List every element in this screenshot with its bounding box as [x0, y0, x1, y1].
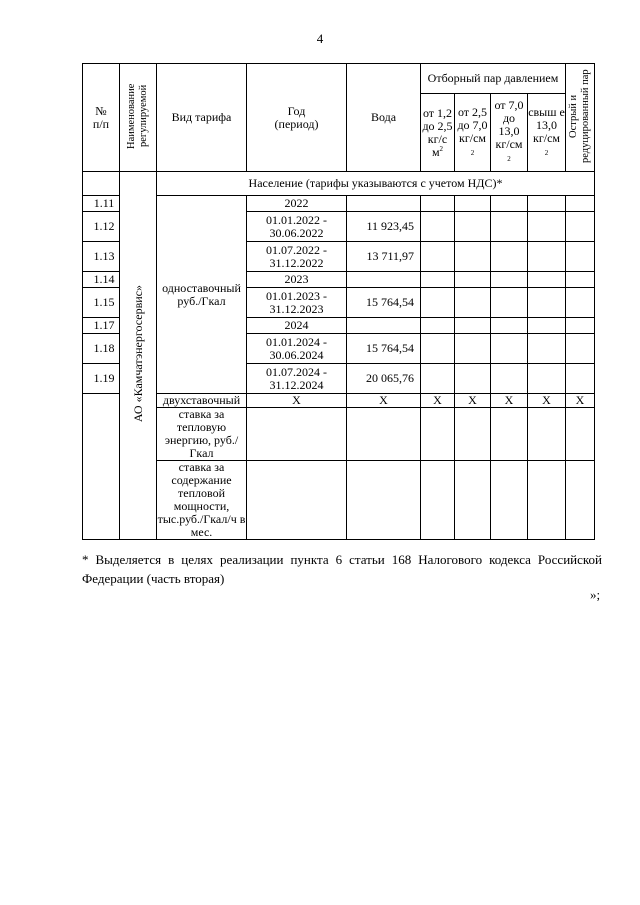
row-period: 2022: [247, 196, 347, 212]
header-tariff-type: Вид тарифа: [157, 64, 247, 172]
cell-empty: [455, 212, 491, 242]
row-num: 1.19: [83, 364, 120, 394]
cell-empty: [421, 318, 455, 334]
cell-empty: [83, 172, 120, 196]
cell-empty: [421, 461, 455, 540]
cell-empty: [566, 242, 595, 272]
cell-empty: [528, 364, 566, 394]
cell-empty: [566, 461, 595, 540]
cell-empty: [421, 334, 455, 364]
x-mark: X: [566, 394, 595, 408]
cell-empty: [421, 272, 455, 288]
header-water: Вода: [347, 64, 421, 172]
cell-empty: [455, 242, 491, 272]
tariff-table: [82, 63, 595, 540]
cell-empty: [421, 408, 455, 461]
row-num: 1.18: [83, 334, 120, 364]
cell-empty: [247, 461, 347, 540]
row-num: 1.15: [83, 288, 120, 318]
header-num: № п/п: [83, 64, 120, 172]
row-period: 2023: [247, 272, 347, 288]
x-mark: X: [347, 394, 421, 408]
x-mark: X: [491, 394, 528, 408]
cell-empty: [528, 272, 566, 288]
row-num: 1.13: [83, 242, 120, 272]
row-period: 01.07.2024 - 31.12.2024: [247, 364, 347, 394]
cell-empty: [247, 408, 347, 461]
cell-empty: [491, 461, 528, 540]
header-p2: от 2,5 до 7,0 кг/см 2: [455, 94, 491, 172]
header-steam-group: Отборный пар давлением: [421, 64, 566, 94]
cell-empty: [528, 408, 566, 461]
cell-empty: [566, 408, 595, 461]
header-p3: от 7,0 до 13,0 кг/см 2: [491, 94, 528, 172]
rate-capacity-label: ставка за содержание тепловой мощности, тыс.руб./Гкал/ч в мес.: [157, 460, 246, 539]
cell-empty: [528, 318, 566, 334]
row-period: 01.01.2022 - 30.06.2022: [247, 212, 347, 242]
header-sharp-steam: Острый и редуцированный пар: [566, 64, 595, 172]
cell-empty: [421, 364, 455, 394]
row-period: 01.07.2022 - 31.12.2022: [247, 242, 347, 272]
cell-empty: [566, 334, 595, 364]
cell-empty: [491, 272, 528, 288]
cell-empty: [491, 196, 528, 212]
row-water: 15 764,54: [347, 334, 421, 364]
cell-empty: [491, 288, 528, 318]
cell-empty: [528, 288, 566, 318]
cell-empty: [421, 212, 455, 242]
cell-empty: [528, 212, 566, 242]
cell-empty: [566, 318, 595, 334]
cell-empty: [566, 272, 595, 288]
header-year: Год (период): [247, 64, 347, 172]
cell-empty: [455, 334, 491, 364]
cell-empty: [528, 461, 566, 540]
cell-empty: [566, 288, 595, 318]
cell-empty: [83, 394, 120, 540]
row-water: 15 764,54: [347, 288, 421, 318]
cell-empty: [528, 334, 566, 364]
row-water: 11 923,45: [347, 212, 421, 242]
row-num: 1.14: [83, 272, 120, 288]
two-part-label: двухставочный: [157, 394, 247, 408]
cell-empty: [455, 288, 491, 318]
cell-empty: [455, 318, 491, 334]
cell-empty: [421, 288, 455, 318]
cell-empty: [566, 212, 595, 242]
org-cell: АО «Камчатэнергосервис»: [120, 172, 157, 540]
header-org-name: Наименование регулируемой: [120, 64, 157, 172]
header-p1: от 1,2 до 2,5 кг/с $м^2$: [421, 94, 455, 172]
x-mark: X: [421, 394, 455, 408]
cell-empty: [455, 364, 491, 394]
row-num: 1.17: [83, 318, 120, 334]
cell-empty: [455, 461, 491, 540]
one-part-label: одноставочный руб./Гкал: [157, 196, 247, 394]
row-water: [347, 196, 421, 212]
closing-quote: »;: [590, 587, 601, 602]
x-mark: X: [455, 394, 491, 408]
cell-empty: [491, 334, 528, 364]
cell-empty: [421, 196, 455, 212]
cell-empty: [491, 408, 528, 461]
cell-empty: [347, 461, 421, 540]
row-water: [347, 318, 421, 334]
page-number: 4: [316, 31, 324, 46]
cell-empty: [347, 408, 421, 461]
row-num: 1.12: [83, 212, 120, 242]
cell-empty: [566, 196, 595, 212]
rate-heat-label: ставка за тепловую энергию, руб./Гкал: [157, 408, 247, 461]
cell-empty: [528, 242, 566, 272]
x-mark: X: [247, 394, 347, 408]
cell-empty: [455, 272, 491, 288]
row-period: 01.01.2024 - 30.06.2024: [247, 334, 347, 364]
row-water: [347, 272, 421, 288]
row-num: 1.11: [83, 196, 120, 212]
cell-empty: [491, 242, 528, 272]
cell-empty: [491, 318, 528, 334]
row-period: 2024: [247, 318, 347, 334]
cell-empty: [491, 212, 528, 242]
section-caption: Население (тарифы указываются с учетом НДС)*: [157, 172, 595, 196]
row-period: 01.01.2023 - 31.12.2023: [247, 288, 347, 318]
cell-empty: [566, 364, 595, 394]
row-water: 13 711,97: [347, 242, 421, 272]
row-water: 20 065,76: [347, 364, 421, 394]
cell-empty: [455, 408, 491, 461]
cell-empty: [421, 242, 455, 272]
cell-empty: [528, 196, 566, 212]
footnote: * Выделяется в целях реализации пункта 6 статьи 168 Налогового кодекса Российской Федерации (часть вторая): [82, 552, 602, 586]
header-p4: свыш е 13,0 кг/см 2: [528, 94, 566, 172]
cell-empty: [455, 196, 491, 212]
cell-empty: [491, 364, 528, 394]
x-mark: X: [528, 394, 566, 408]
